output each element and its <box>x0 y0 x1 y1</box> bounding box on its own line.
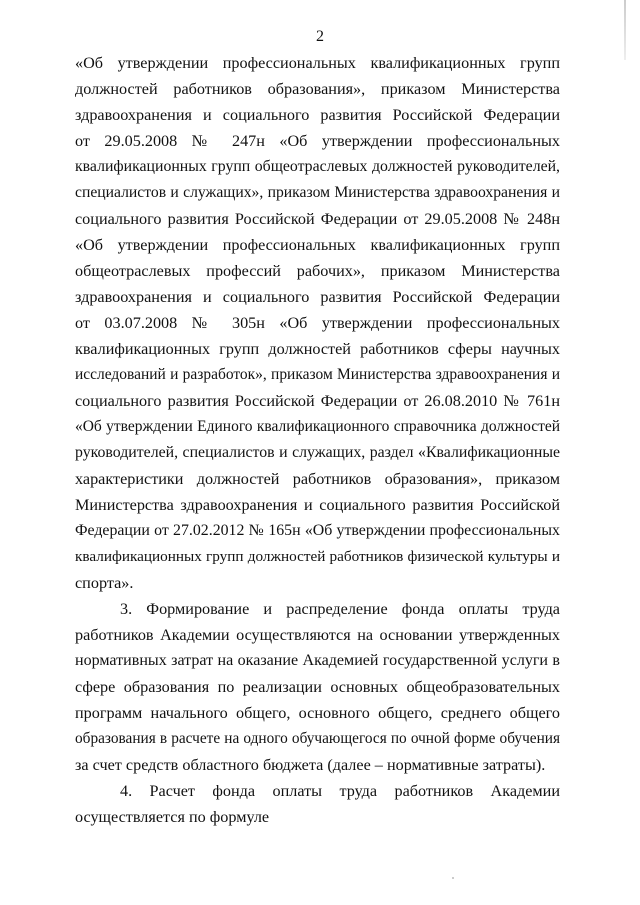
text-line: работников Академии осуществляются на основании утвержденных <box>75 626 560 644</box>
text-line: нормативных затрат на оказание Академией государственной услуги в <box>75 652 560 669</box>
text-line: квалификационных групп должностей работников сферы научных <box>75 340 560 358</box>
page-number: 2 <box>316 28 324 45</box>
text-line: здравоохранения и социального развития Российской Федерации <box>75 288 560 306</box>
text-line: Федерации от 27.02.2012 № 165н «Об утверждении профессиональных <box>75 522 560 539</box>
text-line: социального развития Российской Федерации от 29.05.2008 № 248н <box>75 210 560 228</box>
paragraph-4-first-line: 4. Расчет фонда оплаты труда работников Академии <box>120 782 560 800</box>
text-line: здравоохранения и социального развития Российской Федерации <box>75 106 560 124</box>
text-line: «Об утверждении профессиональных квалификационных групп <box>75 236 560 254</box>
text-line: «Об утверждении профессиональных квалификационных групп <box>75 54 560 72</box>
text-line: от 03.07.2008 № 305н «Об утверждении профессиональных <box>75 314 560 332</box>
text-line: социального развития Российской Федерации от 26.08.2010 № 761н <box>75 392 560 410</box>
text-line: общеотраслевых профессий рабочих», приказом Министерства <box>75 262 560 280</box>
text-line: квалификационных групп должностей работников физической культуры и <box>75 548 560 565</box>
text-line: специалистов и служащих», приказом Министерства здравоохранения и <box>75 184 560 201</box>
text-line: сфере образования по реализации основных общеобразовательных <box>75 678 560 696</box>
text-line: спорта». <box>75 574 134 592</box>
text-line: от 29.05.2008 № 247н «Об утверждении профессиональных <box>75 132 560 150</box>
text-line: руководителей, специалистов и служащих, раздел «Квалификационные <box>75 444 560 461</box>
text-line: образования в расчете на одного обучающегося по очной форме обучения <box>75 730 560 747</box>
text-line: Министерства здравоохранения и социального развития Российской <box>75 496 560 514</box>
text-line: исследований и разработок», приказом Министерства здравоохранения и <box>75 366 560 383</box>
text-line: «Об утверждении Единого квалификационного справочника должностей <box>75 418 560 435</box>
text-line: должностей работников образования», приказом Министерства <box>75 80 560 98</box>
text-line: за счет средств областного бюджета (далее – нормативные затраты). <box>75 756 546 774</box>
document-body <box>75 50 560 830</box>
text-line: квалификационных групп общеотраслевых должностей руководителей, <box>75 158 560 175</box>
text-line: осуществляется по формуле <box>75 808 270 826</box>
scan-speck <box>452 877 454 879</box>
text-line: характеристики должностей работников образования», приказом <box>75 470 560 488</box>
text-line: программ начального общего, основного общего, среднего общего <box>75 704 560 722</box>
paragraph-3-first-line: 3. Формирование и распределение фонда оплаты труда <box>120 600 560 618</box>
